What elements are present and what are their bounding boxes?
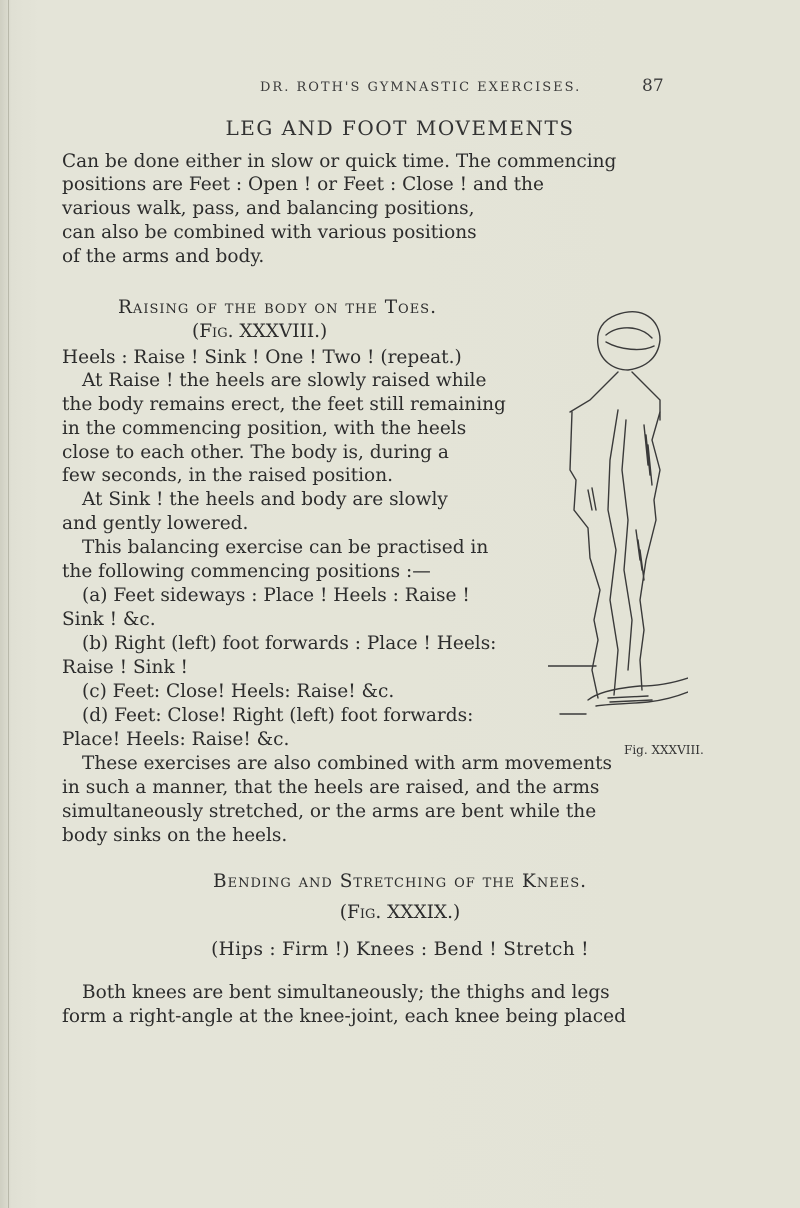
section1-line: At Raise ! the heels are slowly raised while (82, 370, 487, 391)
section1-closing-line: body sinks on the heels. (62, 825, 288, 846)
section1-line: (d) Feet: Close! Right (left) foot forwards: (82, 705, 474, 726)
figure-xxxviii-illustration (548, 300, 688, 720)
section-heading-text: Raising of the body on the Toes. (118, 297, 437, 318)
section-fig-ref-1 (192, 320, 327, 344)
section1-line: (b) Right (left) foot forwards : Place ! Heels: (82, 633, 497, 654)
section1-closing-line: simultaneously stretched, or the arms are bent while the (62, 801, 597, 822)
section1-line: This balancing exercise can be practised in (82, 537, 489, 558)
section1-line: the body remains erect, the feet still remaining (62, 394, 506, 415)
page-number: 87 (642, 76, 664, 96)
section1-line: (a) Feet sideways : Place ! Heels : Raise ! (82, 585, 470, 606)
section1-line: Place! Heels: Raise! &c. (62, 729, 290, 750)
section2-line: form a right-angle at the knee-joint, each knee being placed (62, 1006, 626, 1027)
intro-line-1: Can be done either in slow or quick time. The commencing (62, 151, 617, 172)
page-title: LEG AND FOOT MOVEMENTS (225, 116, 575, 140)
page-gutter (8, 0, 9, 1208)
section1-line: few seconds, in the raised position. (62, 465, 393, 486)
section1-closing-line: in such a manner, that the heels are raised, and the arms (62, 777, 600, 798)
section1-line: At Sink ! the heels and body are slowly (82, 489, 448, 510)
section1-line: close to each other. The body is, during a (62, 442, 449, 463)
section-heading-raising (118, 296, 437, 320)
section2-line: Both knees are bent simultaneously; the thighs and legs (82, 982, 610, 1003)
intro-line-3: various walk, pass, and balancing positions, (62, 198, 475, 219)
intro-line-5: of the arms and body. (62, 246, 265, 267)
section2-heading-text: Bending and Stretching of the Knees. (213, 871, 587, 892)
intro-line-4: can also be combined with various positions (62, 222, 477, 243)
running-head: DR. ROTH'S GYMNASTIC EXERCISES. (260, 80, 582, 95)
section1-line: and gently lowered. (62, 513, 249, 534)
section1-line: Sink ! &c. (62, 609, 156, 630)
section-fig-ref-2 (0, 902, 800, 923)
section1-line: in the commencing position, with the heels (62, 418, 467, 439)
figure-caption: Fig. XXXVIII. (624, 743, 704, 757)
section1-closing-line: These exercises are also combined with arm movements (82, 753, 613, 774)
section-heading-bending (0, 871, 800, 892)
section1-line: Heels : Raise ! Sink ! One ! Two ! (repeat.) (62, 347, 462, 368)
section2-command: (Hips : Firm !) Knees : Bend ! Stretch ! (211, 939, 589, 960)
section1-line: the following commencing positions :— (62, 561, 431, 582)
fig-ref-text: (Fig. XXXVIII.) (192, 321, 328, 342)
fig-ref2-text: (Fig. XXXIX.) (339, 902, 461, 923)
section1-line: (c) Feet: Close! Heels: Raise! &c. (82, 681, 395, 702)
section1-line: Raise ! Sink ! (62, 657, 188, 678)
intro-line-2: positions are Feet : Open ! or Feet : Close ! and the (62, 174, 544, 195)
